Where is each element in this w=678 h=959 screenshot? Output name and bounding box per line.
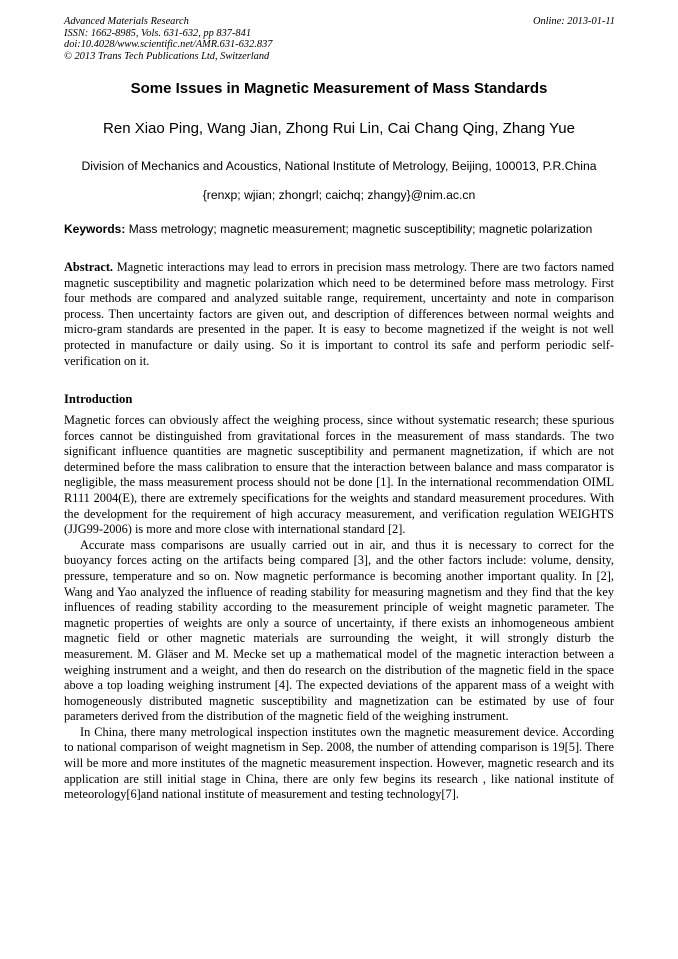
paper-title: Some Issues in Magnetic Measurement of Mass Standards [130, 80, 548, 97]
intro-paragraph: In China, there many metrological inspection institutes own the magnetic measurement device. According to national comparison of weight magnetism in Sep. 2008, the number of attending comparison is 19[5]. There will be more and more institutes of the magnetic measurement inspection. However, magnetic research and its application are still initial stage in China, there are only few begins its research , like national institute of meteorology[6]and national institute of measurement and testing technology[7]. [64, 724, 614, 802]
keywords-line [64, 222, 616, 236]
intro-paragraph: Magnetic forces can obviously affect the weighing process, since without systematic research; these spurious forces cannot be distinguished from gravitational forces in the measurement of mass standards. The two significant influence quantities are magnetic susceptibility and permanent magnetization, if which are not determined before the mass calibration to ensure that the interaction between balance and mass comparator is negligible, the mass measurement process should not be done [1]. In the international recommendation OIML R111 2004(E), there are extremely specifications for the weights and standard measurement procedures. With the development for the requirement of high accuracy measurement, and verification regulation WEIGHTS (JJG99-2006) is more and more close with international standard [2]. [64, 413, 614, 537]
author-emails: {renxp; wjian; zhongrl; caichq; zhangy}@nim.ac.cn [202, 188, 476, 202]
intro-paragraph: Accurate mass comparisons are usually carried out in air, and thus it is necessary to correct for the buoyancy forces acting on the artifacts being compared [3], and the other factors include: volume, density, pressure, temperature and so on. Now magnetic performance is becoming another important quality. In [2], Wang and Yao analyzed the influence of reading stability for measuring magnetism and they find that the key influences of reading stability according to the measurement principle of weight magnetic parameter. The magnetic properties of weights are only a source of uncertainty, if there exists an inhomogeneous ambient magnetic field or other magnetic materials are surrounding the weight, it will strongly disturb the measurement. M. Gläser and M. Mecke set up a mathematical model of the magnetic interaction between a weighing instrument and a weight, and then do research on the distribution of the magnetic field in the space above a top loading weighing instrument [4]. The expected deviations of the apparent mass of a weight with homogeneously distributed magnetic susceptibility and magnetization can be estimated by use of four parameters derived from the distribution of the magnetic field of the weighing instrument. [64, 537, 614, 724]
journal-header [64, 16, 272, 62]
author-list: Ren Xiao Ping, Wang Jian, Zhong Rui Lin, Cai Chang Qing, Zhang Yue [103, 120, 575, 137]
abstract-label: Abstract. [64, 260, 114, 274]
abstract [64, 260, 614, 369]
section-heading-introduction: Introduction [64, 392, 133, 406]
abstract-text: Magnetic interactions may lead to errors in precision mass metrology. There are two factors named magnetic susceptibility and magnetic polarization which need to be determined before mass metrology. First four methods are compared and analyzed suitable range, requirement, uncertainty and note in comparison process. Then uncertainty factors are given out, and description of differences between normal weights and micro-gram standards are presented in the paper. It is easy to become magnetized if the weight is not well protected in manufacture or daily using. So it is important to control its safe and perform periodic self-verification on it. [64, 260, 614, 368]
journal-name: Advanced Materials Research [64, 16, 189, 27]
issn-line: ISSN: 1662-8985, Vols. 631-632, pp 837-841 [64, 27, 252, 39]
keywords-label: Keywords: [64, 222, 126, 236]
doi-line: doi:10.4028/www.scientific.net/AMR.631-632.837 [64, 39, 273, 50]
copyright-line: © 2013 Trans Tech Publications Ltd, Switzerland [64, 50, 270, 62]
keywords-text: Mass metrology; magnetic measurement; magnetic susceptibility; magnetic polarization [128, 222, 593, 236]
introduction-body [64, 413, 614, 803]
affiliation: Division of Mechanics and Acoustics, National Institute of Metrology, Beijing, 100013, P.R.China [81, 159, 597, 173]
online-date: Online: 2013-01-11 [532, 16, 615, 27]
